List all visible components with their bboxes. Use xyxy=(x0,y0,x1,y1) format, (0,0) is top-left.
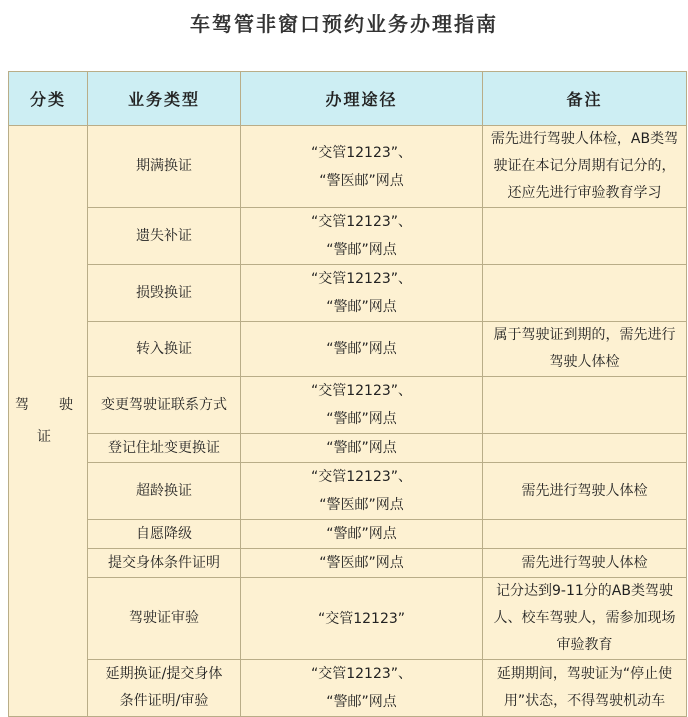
table-row xyxy=(9,208,687,265)
note-cell xyxy=(483,322,687,377)
cell-line: “警邮”网点 xyxy=(326,411,397,427)
cell-line: 损毁换证 xyxy=(136,284,192,301)
cell-line: 需先进行驾驶人体检，AB类驾 xyxy=(490,131,679,147)
cell-line: 超龄换证 xyxy=(136,482,192,499)
cell-line: “警邮”网点 xyxy=(326,526,397,542)
category-label: 驾 驶 xyxy=(15,397,81,413)
channel-cell xyxy=(241,208,483,265)
table-row xyxy=(9,322,687,377)
cell-line: 需先进行驾驶人体检 xyxy=(521,482,648,499)
table-row xyxy=(9,578,687,660)
cell-line: “警邮”网点 xyxy=(326,299,397,315)
cell-line: “交管12123”、 xyxy=(310,469,413,485)
cell-line: 延期期间，驾驶证为“停止使 xyxy=(496,666,673,682)
business-type-cell xyxy=(88,377,241,434)
cell-line: “警医邮”网点 xyxy=(319,555,404,571)
note-cell xyxy=(483,434,687,463)
channel-cell xyxy=(241,549,483,578)
channel-cell xyxy=(241,463,483,520)
cell-line: 期满换证 xyxy=(136,158,192,174)
note-cell xyxy=(483,126,687,208)
table-row xyxy=(9,660,687,717)
business-type-cell xyxy=(88,265,241,322)
cell-line: “交管12123”、 xyxy=(310,214,413,230)
table-header-row xyxy=(9,72,687,126)
table-row xyxy=(9,549,687,578)
cell-line: “交管12123”、 xyxy=(310,144,413,161)
cell-line: “警邮”网点 xyxy=(326,694,397,710)
channel-cell xyxy=(241,377,483,434)
business-type-cell xyxy=(88,208,241,265)
channel-cell xyxy=(241,322,483,377)
channel-cell xyxy=(241,434,483,463)
note-cell xyxy=(483,463,687,520)
business-type-cell xyxy=(88,434,241,463)
cell-line: “警邮”网点 xyxy=(326,242,397,258)
note-cell xyxy=(483,208,687,265)
cell-line: 提交身体条件证明 xyxy=(108,554,220,571)
business-type-cell xyxy=(88,463,241,520)
cell-line: 属于驾驶证到期的，需先进行 xyxy=(493,327,676,343)
cell-line: 驶证在本记分周期有记分的， xyxy=(493,158,676,174)
cell-line: 条件证明/审验 xyxy=(119,693,209,709)
page-title: 车驾管非窗口预约业务办理指南 xyxy=(190,12,498,36)
channel-cell xyxy=(241,126,483,208)
cell-line: “警邮”网点 xyxy=(326,440,397,456)
cell-line: “交管12123”、 xyxy=(310,271,413,287)
cell-line: 延期换证/提交身体 xyxy=(105,666,223,682)
cell-line: 驾驶证审验 xyxy=(129,610,199,626)
header-business-type: 业务类型 xyxy=(88,72,241,126)
note-cell xyxy=(483,265,687,322)
note-cell xyxy=(483,520,687,549)
table-row xyxy=(9,520,687,549)
business-type-cell xyxy=(88,322,241,377)
cell-line: 自愿降级 xyxy=(136,525,192,542)
category-cell xyxy=(9,126,88,717)
table-row xyxy=(9,434,687,463)
cell-line: 人、校车驾驶人，需参加现场 xyxy=(493,610,676,626)
channel-cell xyxy=(241,660,483,717)
cell-line: 登记住址变更换证 xyxy=(108,439,220,456)
cell-line: 审验教育 xyxy=(556,637,613,653)
business-type-cell xyxy=(88,549,241,578)
cell-line: “交管12123”、 xyxy=(310,383,413,399)
cell-line: “警医邮”网点 xyxy=(319,497,404,513)
cell-line: 转入换证 xyxy=(136,340,192,357)
cell-line: 需先进行驾驶人体检 xyxy=(521,554,648,571)
table-row xyxy=(9,377,687,434)
note-cell xyxy=(483,660,687,717)
cell-line: 用”状态，不得驾驶机动车 xyxy=(503,693,666,709)
table-row xyxy=(9,265,687,322)
cell-line: “警医邮”网点 xyxy=(319,172,404,189)
cell-line: 驾驶人体检 xyxy=(549,354,620,370)
cell-line: 记分达到9-11分的AB类驾驶 xyxy=(496,583,673,599)
cell-line: 还应先进行审验教育学习 xyxy=(507,185,662,201)
note-cell xyxy=(483,377,687,434)
channel-cell xyxy=(241,265,483,322)
cell-line: 遗失补证 xyxy=(136,227,192,244)
category-label: 证 xyxy=(37,429,59,445)
table-row xyxy=(9,463,687,520)
cell-line: “警邮”网点 xyxy=(326,341,397,357)
note-cell xyxy=(483,549,687,578)
business-type-cell xyxy=(88,520,241,549)
service-guide-table xyxy=(8,71,687,717)
cell-line: “交管12123” xyxy=(317,610,406,627)
business-type-cell xyxy=(88,126,241,208)
business-type-cell xyxy=(88,660,241,717)
header-channel: 办理途径 xyxy=(241,72,483,126)
channel-cell xyxy=(241,520,483,549)
business-type-cell xyxy=(88,578,241,660)
note-cell xyxy=(483,578,687,660)
cell-line: 变更驾驶证联系方式 xyxy=(101,396,227,413)
header-note: 备注 xyxy=(483,72,687,126)
header-category: 分类 xyxy=(9,72,88,126)
channel-cell xyxy=(241,578,483,660)
cell-line: “交管12123”、 xyxy=(310,666,413,682)
table-row xyxy=(9,126,687,208)
